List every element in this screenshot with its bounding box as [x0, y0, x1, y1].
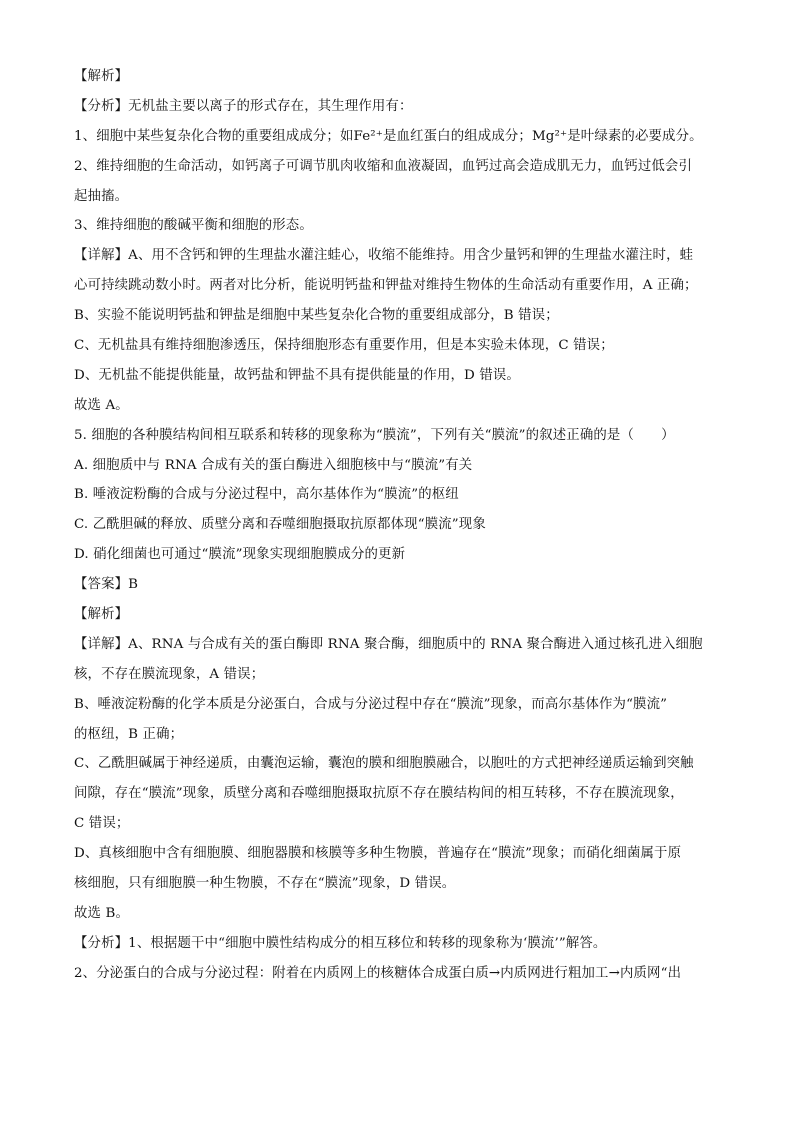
analysis-point-2-cont: 起抽搐。: [74, 188, 129, 204]
question-5-stem: 5. 细胞的各种膜结构间相互联系和转移的现象称为“膜流”，下列有关“膜流”的叙述正确的是（ ）: [74, 427, 675, 443]
analysis-point-3: 3、维持细胞的酸碱平衡和细胞的形态。: [74, 218, 313, 234]
explanation-a: 【详解】A、用不含钙和钾的生理盐水灌注蛙心，收缩不能维持。用含少量钙和钾的生理盐水灌注时，蛙: [74, 248, 694, 264]
analysis-2-point-1: 【分析】1、根据题干中“细胞中膜性结构成分的相互移位和转移的现象称为‘膜流’”解答。: [74, 935, 607, 951]
question-5-option-d: D. 硝化细菌也可通过“膜流”现象实现细胞膜成分的更新: [74, 547, 406, 563]
detail-d-cont: 核细胞，只有细胞膜一种生物膜，不存在“膜流”现象，D 错误。: [74, 876, 456, 892]
detail-c-cont-2: C 错误；: [74, 816, 130, 832]
explanation-a-cont: 心可持续跳动数小时。两者对比分析，能说明钙盐和钾盐对维持生物体的生命活动有重要作用，A 正确；: [74, 278, 698, 294]
detail-a: 【详解】A、RNA 与合成有关的蛋白酶即 RNA 聚合酶，细胞质中的 RNA 聚合酶进入通过核孔进入细胞: [74, 636, 703, 652]
question-5-option-c: C. 乙酰胆碱的释放、质壁分离和吞噬细胞摄取抗原都体现“膜流”现象: [74, 517, 486, 533]
answer-choice-line-2: 故选 B。: [74, 905, 130, 921]
detail-b-cont: 的枢纽，B 正确；: [74, 726, 184, 742]
section-heading-jiexi-2: 【解析】: [74, 607, 129, 623]
answer-choice-line: 故选 A。: [74, 397, 129, 413]
explanation-b: B、实验不能说明钙盐和钾盐是细胞中某些复杂化合物的重要组成部分，B 错误；: [74, 308, 559, 324]
explanation-d: D、无机盐不能提供能量，故钙盐和钾盐不具有提供能量的作用，D 错误。: [74, 367, 520, 383]
analysis-paragraph: 【分析】无机盐主要以离子的形式存在，其生理作用有：: [74, 98, 413, 114]
answer-heading: 【答案】B: [74, 577, 139, 593]
detail-c-cont: 间隙，存在“膜流”现象，质壁分离和吞噬细胞摄取抗原不存在膜结构间的相互转移，不存在膜流现象，: [74, 786, 684, 802]
detail-b: B、唾液淀粉酶的化学本质是分泌蛋白，合成与分泌过程中存在“膜流”现象，而高尔基体作为“膜流”: [74, 696, 668, 712]
detail-d: D、真核细胞中含有细胞膜、细胞器膜和核膜等多种生物膜，普遍存在“膜流”现象；而硝化细菌属于原: [74, 846, 682, 862]
question-5-option-a: A. 细胞质中与 RNA 合成有关的蛋白酶进入细胞核中与“膜流”有关: [74, 457, 473, 473]
analysis-2-point-2: 2、分泌蛋白的合成与分泌过程：附着在内质网上的核糖体合成蛋白质→内质网进行粗加工→内质网“出: [74, 965, 682, 981]
explanation-c: C、无机盐具有维持细胞渗透压，保持细胞形态有重要作用，但是本实验未体现，C 错误；: [74, 338, 614, 354]
document-page: [74, 62, 724, 989]
section-heading-jiexi: 【解析】: [74, 69, 129, 84]
question-5-option-b: B. 唾液淀粉酶的合成与分泌过程中，高尔基体作为“膜流”的枢纽: [74, 487, 459, 503]
analysis-point-2: 2、维持细胞的生命活动，如钙离子可调节肌肉收缩和血液凝固，血钙过高会造成肌无力，血钙过低会引: [74, 158, 692, 174]
analysis-point-1: 1、细胞中某些复杂化合物的重要组成成分；如Fe²⁺是血红蛋白的组成成分；Mg²⁺是叶绿素的必要成分。: [74, 128, 703, 144]
detail-c: C、乙酰胆碱属于神经递质，由囊泡运输，囊泡的膜和细胞膜融合，以胞吐的方式把神经递质运输到突触: [74, 756, 694, 772]
detail-a-cont: 核，不存在膜流现象，A 错误；: [74, 666, 265, 682]
